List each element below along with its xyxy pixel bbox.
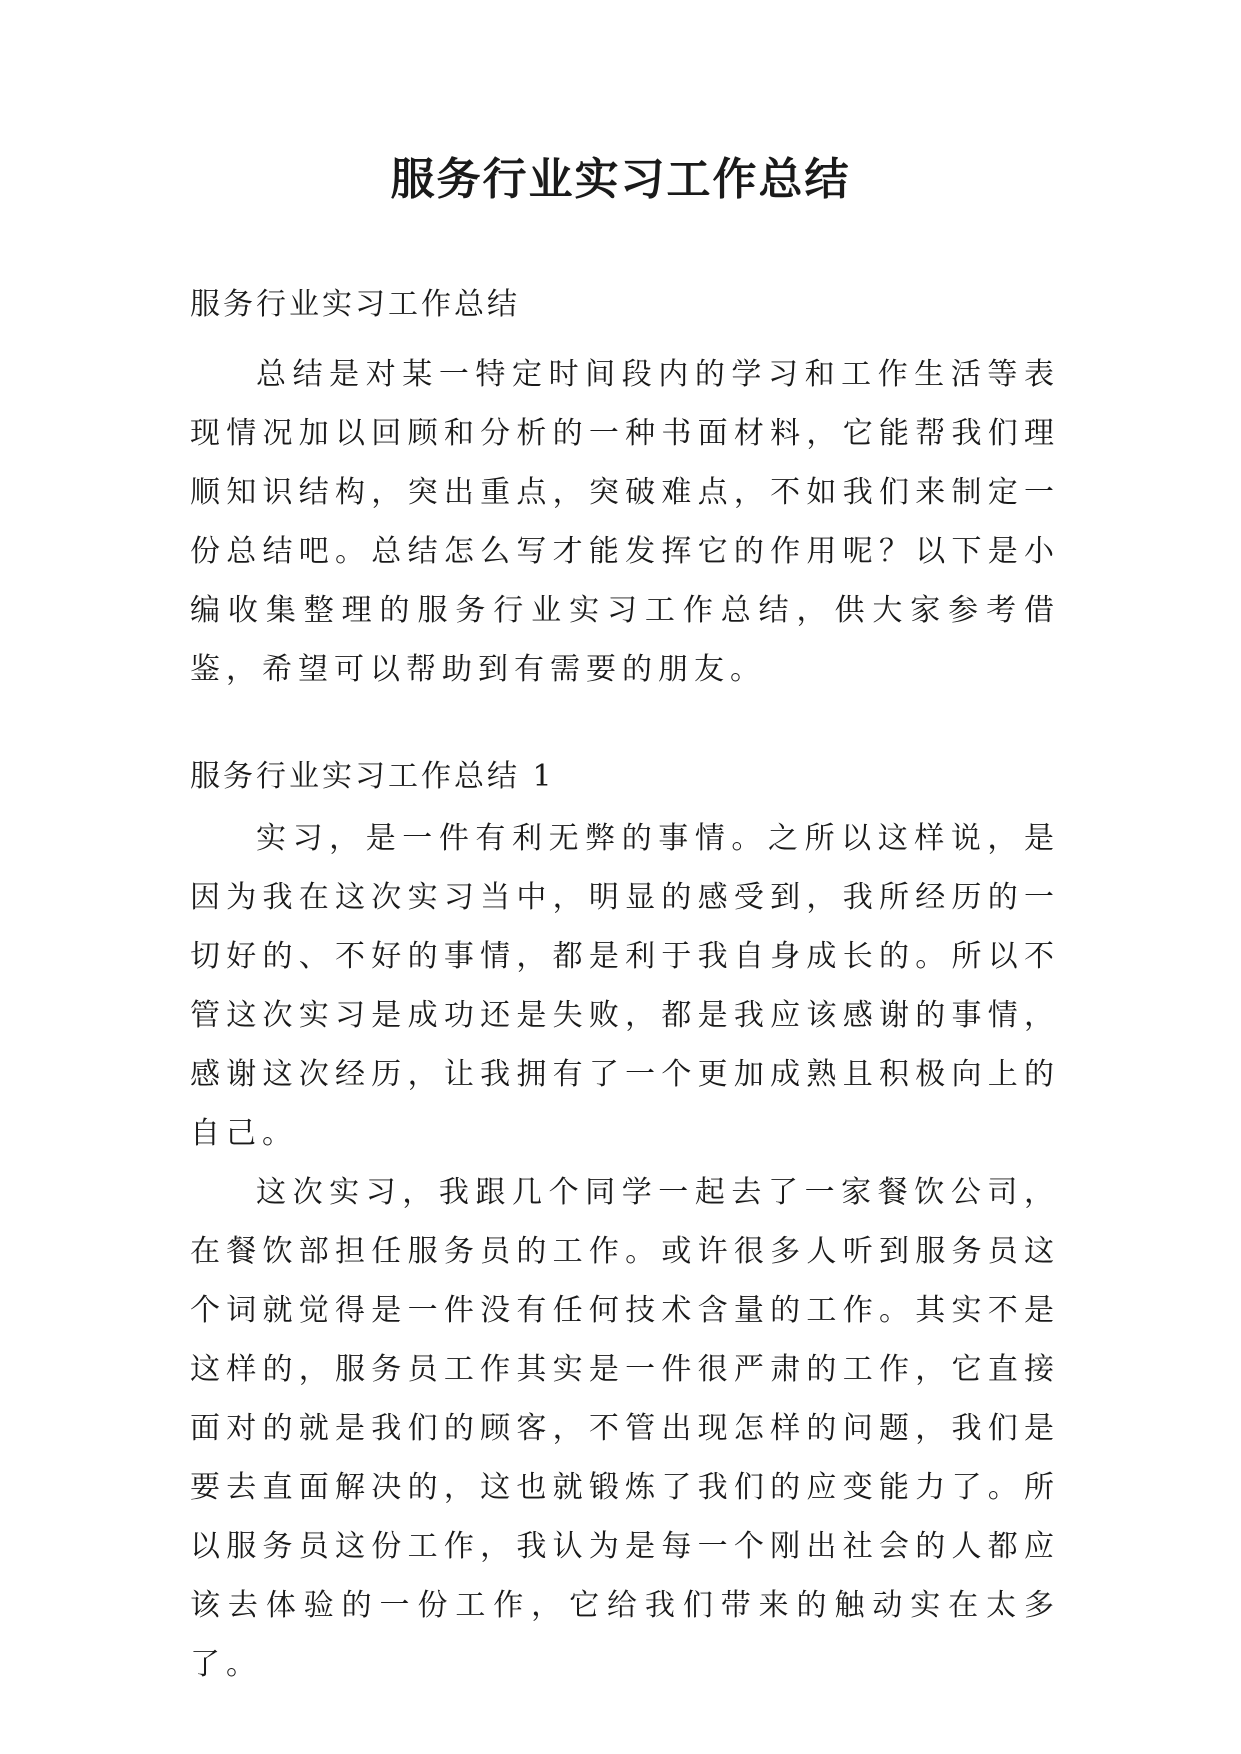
section-1-heading: 服务行业实习工作总结 1 xyxy=(190,759,555,794)
intro-heading: 服务行业实习工作总结 xyxy=(190,287,520,322)
document-title: 服务行业实习工作总结 xyxy=(390,154,851,205)
document-body xyxy=(190,285,1060,1694)
intro-paragraph: 总结是对某一特定时间段内的学习和工作生活等表现情况加以回顾和分析的一种书面材料，它能帮我们理顺知识结构，突出重点，突破难点，不如我们来制定一份总结吧。总结怎么写才能发挥它的作用呢？以下是小编收集整理的服务行业实习工作总结，供大家参考借鉴，希望可以帮助到有需要的朋友。 xyxy=(190,357,1060,687)
section-1-paragraph-1: 实习，是一件有利无弊的事情。之所以这样说，是因为我在这次实习当中，明显的感受到，我所经历的一切好的、不好的事情，都是利于我自身成长的。所以不管这次实习是成功还是失败，都是我应该感谢的事情，感谢这次经历，让我拥有了一个更加成熟且积极向上的自己。 xyxy=(190,821,1060,1151)
section-1-paragraph-2: 这次实习，我跟几个同学一起去了一家餐饮公司，在餐饮部担任服务员的工作。或许很多人听到服务员这个词就觉得是一件没有任何技术含量的工作。其实不是这样的，服务员工作其实是一件很严肃的工作，它直接面对的就是我们的顾客，不管出现怎样的问题，我们是要去直面解决的，这也就锻炼了我们的应变能力了。所以服务员这份工作，我认为是每一个刚出社会的人都应该去体验的一份工作，它给我们带来的触动实在太多了。 xyxy=(190,1175,1060,1682)
